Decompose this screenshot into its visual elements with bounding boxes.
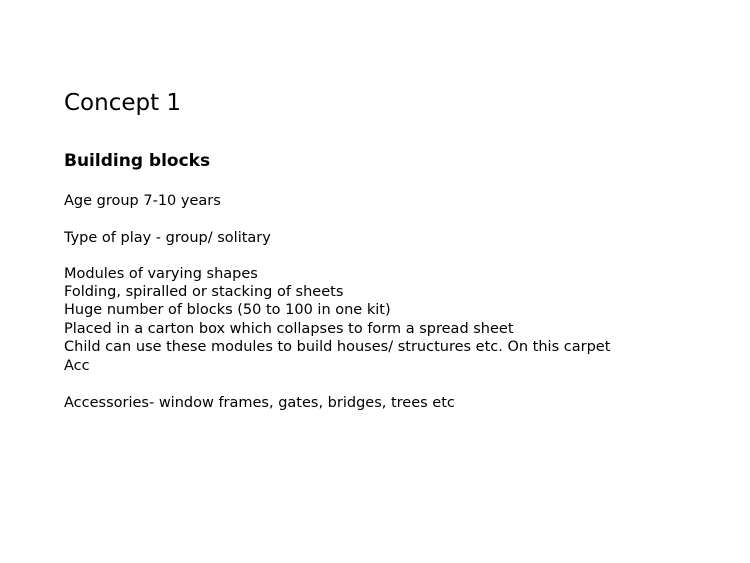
- slide-title: Concept 1: [64, 90, 182, 116]
- play-type-text: Type of play - group/ solitary: [64, 230, 271, 246]
- accessories-text: Accessories- window frames, gates, bridges, trees etc: [64, 395, 455, 411]
- feature-line: Folding, spiralled or stacking of sheets: [64, 284, 344, 300]
- concept-subtitle: Building blocks: [64, 151, 211, 171]
- feature-line: Placed in a carton box which collapses to form a spread sheet: [64, 321, 514, 337]
- feature-line: Acc: [64, 358, 90, 374]
- feature-line: Huge number of blocks (50 to 100 in one kit): [64, 302, 391, 318]
- feature-line: Modules of varying shapes: [64, 266, 258, 282]
- feature-line: Child can use these modules to build houses/ structures etc. On this carpet: [64, 339, 611, 355]
- age-group-text: Age group 7-10 years: [64, 193, 221, 209]
